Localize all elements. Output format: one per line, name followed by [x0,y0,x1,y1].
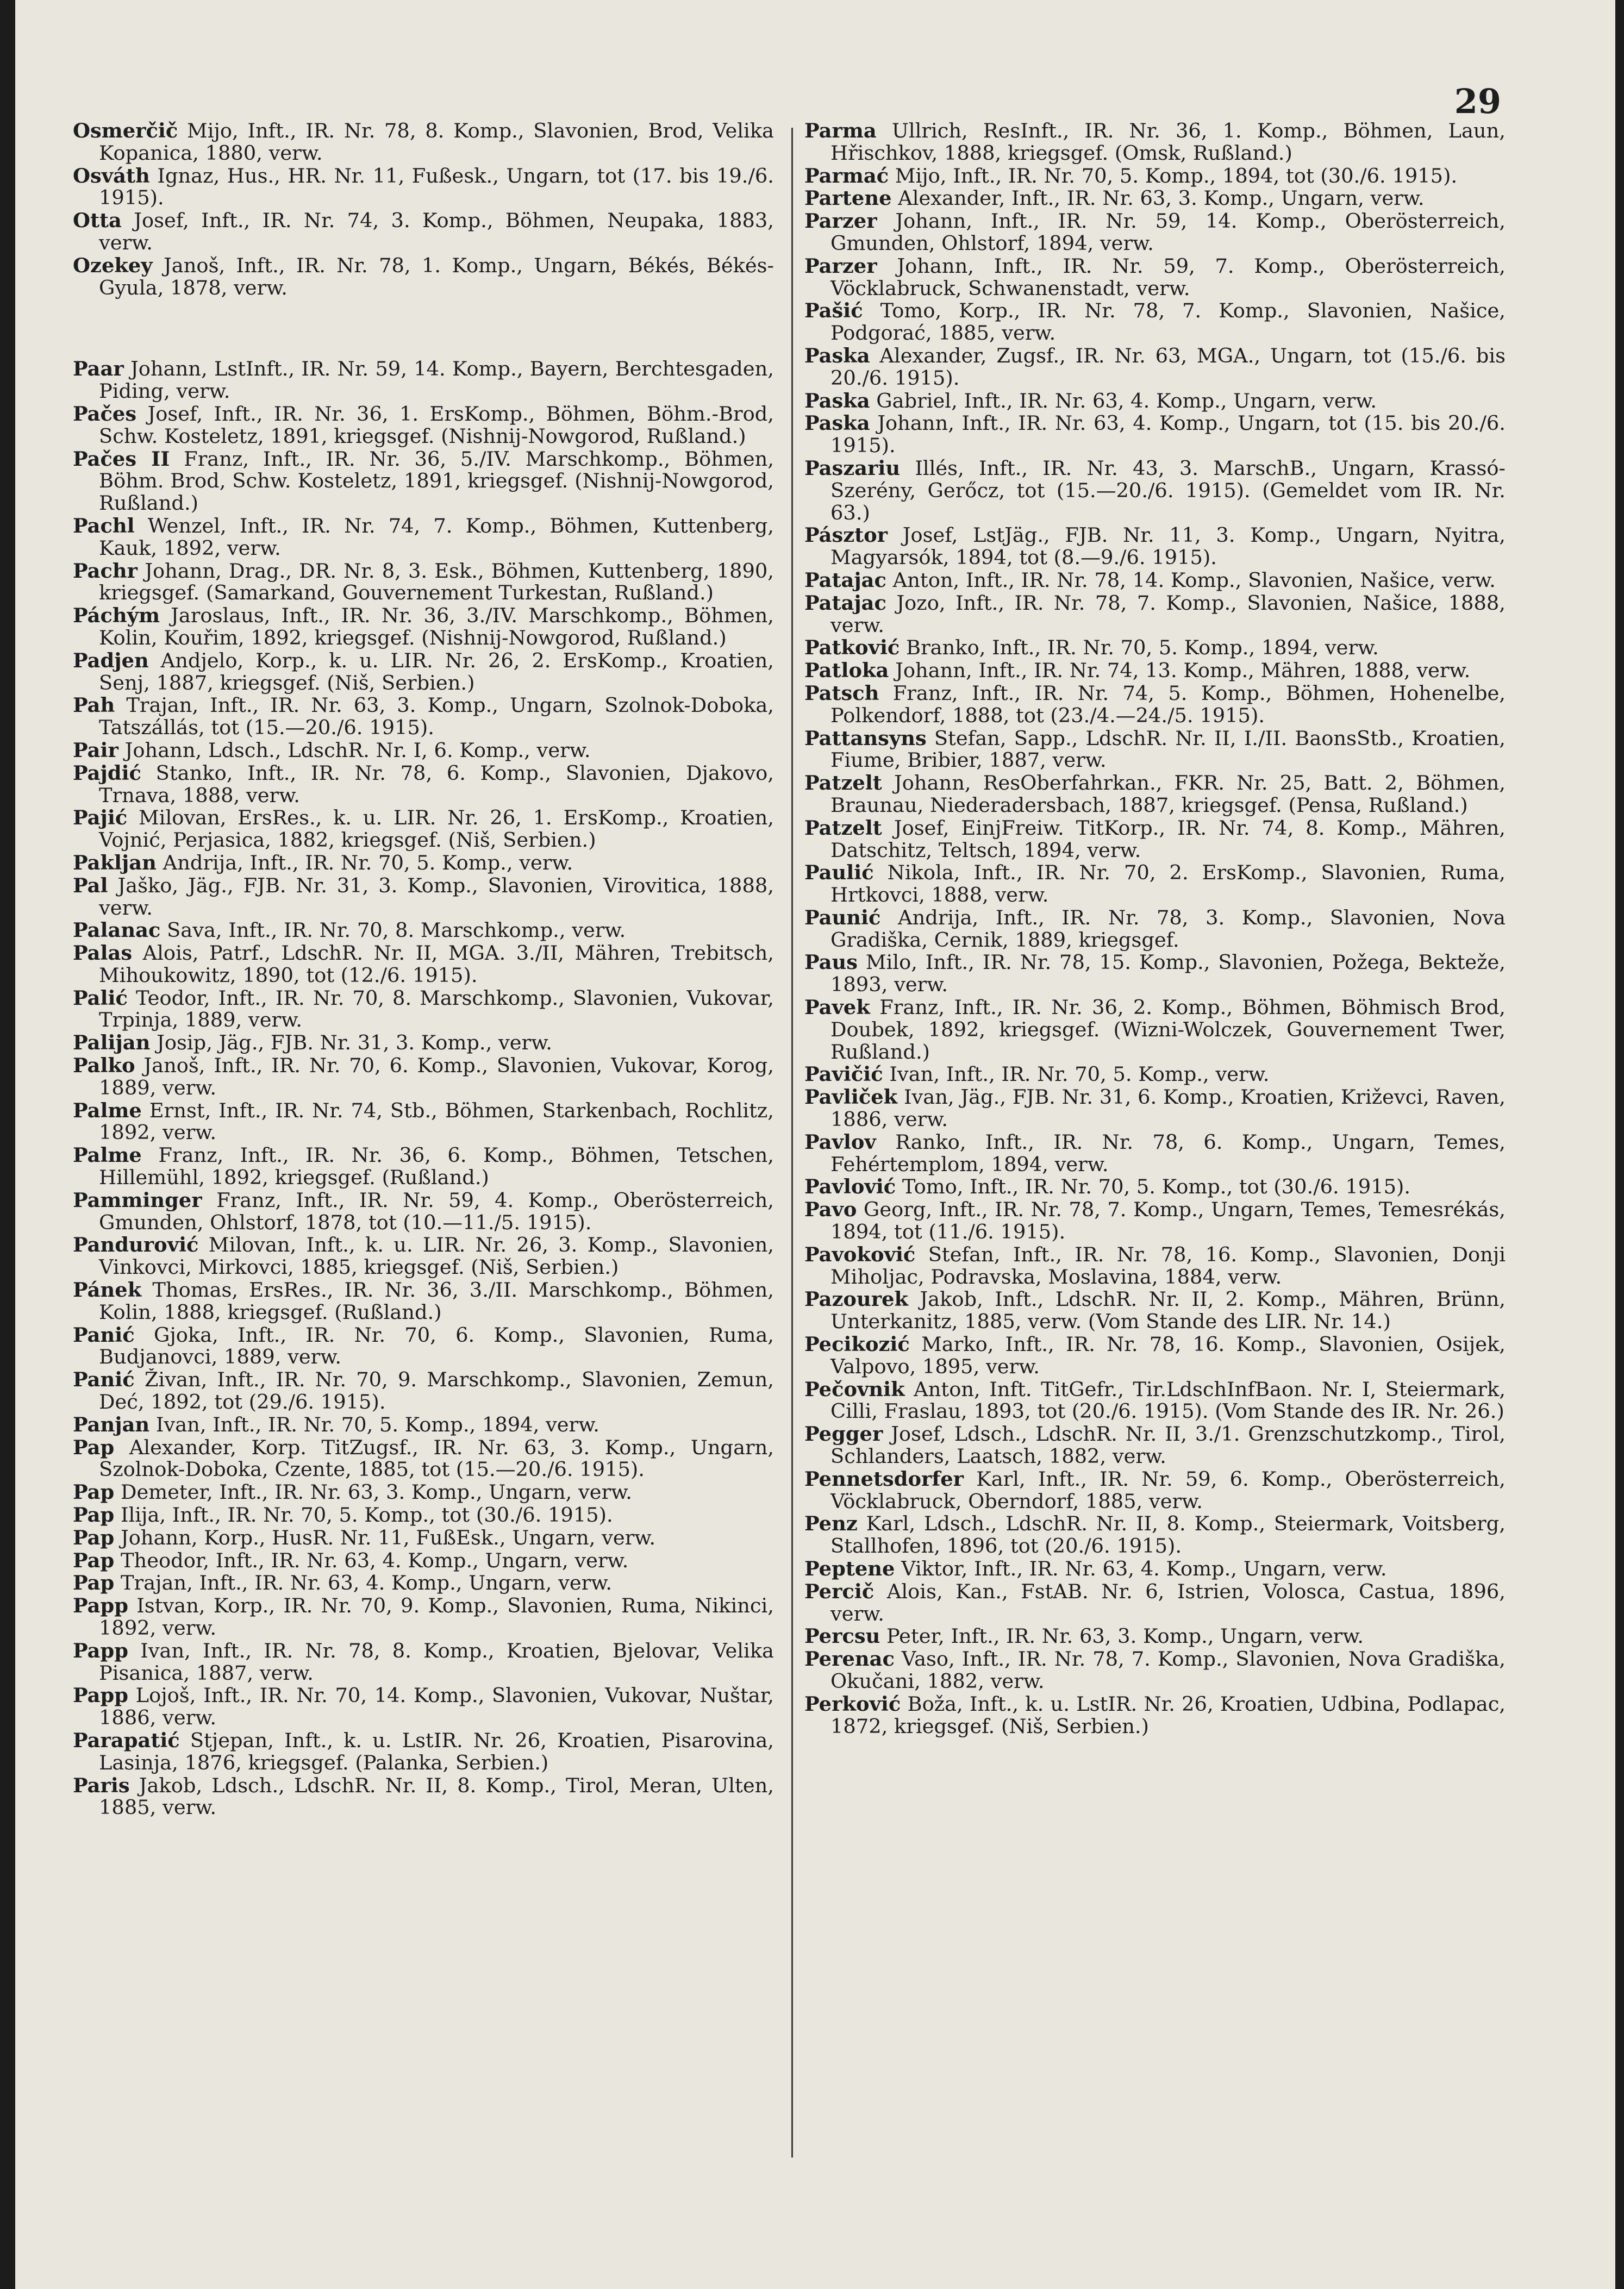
list-entry [804,951,1506,996]
entry-text: Vaso, Inft., IR. Nr. 78, 7. Komp., Slavonien, Nova Gradiška, Okučani, 1882, verw. [830,1648,1506,1693]
list-entry [804,390,1506,412]
entry-text: Ernst, Inft., IR. Nr. 74, Stb., Böhmen, Starkenbach, Rochlitz, 1892, verw. [99,1099,774,1144]
list-entry [73,942,774,987]
list-entry [73,1279,774,1324]
entry-text: Milovan, Inft., k. u. LIR. Nr. 26, 3. Komp., Slavonien, Vinkovci, Mirkovci, 1885, kriegsgef. (Niš, Serbien.) [99,1234,774,1279]
entry-name: Paus [804,951,858,974]
entry-name: Parapatić [73,1729,180,1752]
list-entry [804,569,1506,592]
list-entry [73,209,774,254]
entry-name: Patzelt [804,816,882,840]
entry-name: Pakljan [73,851,157,874]
entry-text: Mijo, Inft., IR. Nr. 70, 5. Komp., 1894, tot (30./6. 1915). [889,164,1458,187]
entry-name: Pačes [73,402,137,426]
entry-text: Tomo, Inft., IR. Nr. 70, 5. Komp., tot (30./6. 1915). [896,1175,1411,1199]
entry-text: Branko, Inft., IR. Nr. 70, 5. Komp., 1894, verw. [900,636,1379,660]
entry-name: Pah [73,694,115,717]
list-entry [804,1423,1506,1468]
entry-name: Pap [73,1481,115,1504]
list-entry [804,1378,1506,1423]
list-entry [804,659,1506,682]
entry-name: Paska [804,389,870,412]
entry-name: Palko [73,1054,135,1078]
entry-name: Ozekey [73,254,153,277]
entry-name: Panić [73,1323,135,1347]
entry-name: Patajac [804,568,886,592]
entry-name: Panjan [73,1413,150,1436]
entry-name: Pavliček [804,1086,898,1109]
list-entry [804,412,1506,457]
entry-text: Boža, Inft., k. u. LstIR. Nr. 26, Kroatien, Udbina, Podlapac, 1872, kriegsgef. (Niš, Serbien.) [830,1692,1506,1738]
entry-text: Franz, Inft., IR. Nr. 59, 4. Komp., Oberösterreich, Gmunden, Ohlstorf, 1878, tot (10.—11./5. 1915). [99,1189,774,1234]
list-entry [804,682,1506,727]
entry-name: Osmerčič [73,120,178,142]
entry-text: Ivan, Jäg., FJB. Nr. 31, 6. Komp., Kroatien, Križevci, Raven, 1886, verw. [830,1086,1506,1131]
list-entry [73,919,774,942]
entry-text: Stanko, Inft., IR. Nr. 78, 6. Komp., Slavonien, Djakovo, Trnava, 1888, verw. [99,761,774,807]
list-entry [804,861,1506,906]
entry-name: Parma [804,120,877,142]
list-entry [804,165,1506,187]
entry-name: Pamminger [73,1189,202,1212]
entry-text: Franz, Inft., IR. Nr. 36, 6. Komp., Böhmen, Tetschen, Hillemühl, 1892, kriegsgef. (Rußland.) [99,1144,774,1189]
entry-text: Sava, Inft., IR. Nr. 70, 8. Marschkomp., verw. [160,919,626,942]
list-entry [804,1333,1506,1378]
entry-text: Johann, Inft., IR. Nr. 74, 13. Komp., Mähren, 1888, verw. [889,659,1471,682]
entry-text: Josef, Inft., IR. Nr. 74, 3. Komp., Böhmen, Neupaka, 1883, verw. [99,209,774,254]
entry-name: Pazourek [804,1288,909,1311]
entry-name: Paunić [804,906,881,929]
list-entry [73,1234,774,1279]
entry-text: Illés, Inft., IR. Nr. 43, 3. MarschB., Ungarn, Krassó-Szerény, Gerőcz, tot (15.—20./6. 1915). (Gemeldet vom IR. Nr. 63.) [830,456,1506,524]
list-entry [73,1594,774,1640]
list-entry [804,345,1506,390]
entry-text: Janoš, Inft., IR. Nr. 78, 1. Komp., Ungarn, Békés, Békés-Gyula, 1878, verw. [99,254,774,299]
entry-text: Josip, Jäg., FJB. Nr. 31, 3. Komp., verw. [150,1031,552,1055]
list-entry [73,1684,774,1729]
entry-text: Theodor, Inft., IR. Nr. 63, 4. Komp., Ungarn, verw. [114,1549,629,1572]
list-entry [73,1054,774,1099]
entry-name: Otta [73,209,122,233]
entry-name: Patajac [804,591,886,615]
entry-text: Teodor, Inft., IR. Nr. 70, 8. Marschkomp., Slavonien, Vukovar, Trpinja, 1889, verw. [99,986,774,1032]
entry-text: Milo, Inft., IR. Nr. 78, 15. Komp., Slavonien, Požega, Bekteže, 1893, verw. [830,951,1506,997]
entry-text: Gabriel, Inft., IR. Nr. 63, 4. Komp., Ungarn, verw. [870,389,1377,412]
list-entry [804,1175,1506,1198]
entry-name: Pal [73,874,108,897]
list-entry [73,987,774,1032]
list-entry [804,1243,1506,1289]
entry-text: Thomas, ErsRes., IR. Nr. 36, 3./II. Marschkomp., Böhmen, Kolin, 1888, kriegsgef. (Rußland.) [99,1279,774,1324]
list-entry [804,1625,1506,1648]
entry-name: Parmać [804,164,889,187]
entry-text: Karl, Ldsch., LdschR. Nr. II, 8. Komp., Steiermark, Voitsberg, Stallhofen, 1896, tot (20./6. 1915). [830,1512,1506,1558]
entry-text: Trajan, Inft., IR. Nr. 63, 4. Komp., Ungarn, verw. [114,1572,613,1595]
entry-name: Palić [73,986,128,1010]
entry-name: Pánek [73,1279,142,1302]
entry-text: Nikola, Inft., IR. Nr. 70, 2. ErsKomp., Slavonien, Ruma, Hrtkovci, 1888, verw. [830,861,1506,906]
entry-name: Pap [73,1526,115,1549]
list-entry [804,1288,1506,1333]
entry-name: Pavek [804,996,870,1020]
entry-text: Josef, EinjFreiw. TitKorp., IR. Nr. 74, 8. Komp., Mähren, Datschitz, Teltsch, 1894, verw. [830,816,1506,862]
page-number: 29 [1454,82,1501,121]
left-column [73,120,774,1819]
list-entry [804,636,1506,659]
entry-text: Johann, Inft., IR. Nr. 59, 14. Komp., Oberösterreich, Gmunden, Ohlstorf, 1894, verw. [830,210,1506,255]
entry-text: Ivan, Inft., IR. Nr. 70, 5. Komp., 1894, verw. [149,1413,599,1436]
list-entry [804,1693,1506,1738]
list-entry [804,906,1506,952]
entry-text: Lojoš, Inft., IR. Nr. 70, 14. Komp., Slavonien, Vukovar, Nuštar, 1886, verw. [99,1684,774,1729]
entry-text: Jaško, Jäg., FJB. Nr. 31, 3. Komp., Slavonien, Virovitica, 1888, verw. [99,874,774,920]
list-entry [804,727,1506,772]
entry-name: Panić [73,1368,135,1392]
list-entry [73,1368,774,1414]
entry-text: Johann, Ldsch., LdschR. Nr. I, 6. Komp., verw. [118,739,591,762]
list-entry [73,165,774,210]
entry-text: Josef, LstJäg., FJB. Nr. 11, 3. Komp., Ungarn, Nyitra, Magyarsók, 1894, tot (8.—9./6. 1915). [830,524,1506,569]
entry-text: Johann, Drag., DR. Nr. 8, 3. Esk., Böhmen, Kuttenberg, 1890, kriegsgef. (Samarkand, Gouvernement Turkestan, Rußland.) [99,559,774,605]
entry-name: Pap [73,1504,115,1527]
entry-text: Jozo, Inft., IR. Nr. 78, 7. Komp., Slavonien, Našice, 1888, verw. [830,591,1506,637]
entry-name: Pegger [804,1423,883,1446]
entry-name: Perenac [804,1648,895,1671]
entry-text: Andrija, Inft., IR. Nr. 78, 3. Komp., Slavonien, Nova Gradiška, Cernik, 1889, kriegsgef. [830,906,1506,952]
document-page [15,0,1615,2289]
list-entry [73,694,774,739]
entry-name: Parzer [804,254,877,278]
entry-name: Paszariu [804,456,901,480]
entry-text: Istvan, Korp., IR. Nr. 70, 9. Komp., Slavonien, Ruma, Nikinci, 1892, verw. [99,1594,774,1640]
entry-text: Georg, Inft., IR. Nr. 78, 7. Komp., Ungarn, Temes, Temesrékás, 1894, tot (11./6. 1915). [830,1198,1506,1243]
list-entry [73,254,774,299]
list-entry [804,772,1506,817]
entry-name: Palme [73,1099,142,1122]
entry-text: Gjoka, Inft., IR. Nr. 70, 6. Komp., Slavonien, Ruma, Budjanovci, 1889, verw. [99,1323,774,1369]
column-divider [791,128,793,2157]
entry-name: Paar [73,358,124,381]
entry-name: Pecikozić [804,1333,910,1356]
entry-text: Marko, Inft., IR. Nr. 78, 16. Komp., Slavonien, Osijek, Valpovo, 1895, verw. [830,1333,1506,1378]
entry-name: Pandurović [73,1234,199,1257]
entry-text: Franz, Inft., IR. Nr. 36, 2. Komp., Böhmen, Böhmisch Brod, Doubek, 1892, kriegsgef. (Wizni-Wolczek, Gouvernement Twer, Rußland.) [830,996,1506,1064]
entry-text: Mijo, Inft., IR. Nr. 78, 8. Komp., Slavonien, Brod, Velika Kopanica, 1880, verw. [99,120,774,165]
entry-text: Johann, ResOberfahrkan., FKR. Nr. 25, Batt. 2, Böhmen, Braunau, Niederadersbach, 1887, kriegsgef. (Pensa, Rußland.) [830,772,1506,817]
entry-name: Patković [804,636,900,660]
entry-name: Pavoković [804,1243,916,1266]
entry-name: Pachr [73,559,138,583]
list-entry [73,1527,774,1549]
entry-text: Tomo, Korp., IR. Nr. 78, 7. Komp., Slavonien, Našice, Podgorać, 1885, verw. [830,299,1506,345]
entry-text: Alexander, Zugsf., IR. Nr. 63, MGA., Ungarn, tot (15./6. bis 20./6. 1915). [830,344,1506,390]
entry-name: Pavo [804,1198,857,1222]
list-entry [73,1504,774,1527]
list-entry [73,403,774,448]
list-entry [73,1144,774,1189]
entry-text: Alois, Patrf., LdschR. Nr. II, MGA. 3./II, Mähren, Trebitsch, Mihoukowitz, 1890, tot (12./6. 1915). [99,942,774,987]
list-entry [804,524,1506,569]
list-entry [73,1481,774,1504]
entry-text: Demeter, Inft., IR. Nr. 63, 3. Komp., Ungarn, verw. [114,1481,632,1504]
entry-name: Palanac [73,919,161,942]
entry-name: Pačes II [73,447,170,471]
entry-name: Papp [73,1639,128,1662]
entry-text: Milovan, ErsRes., k. u. LIR. Nr. 26, 1. ErsKomp., Kroatien, Vojnić, Perjasica, 1882, kriegsgef. (Niš, Serbien.) [99,806,774,852]
list-entry [804,120,1506,165]
list-entry [73,1189,774,1234]
list-entry [804,1131,1506,1176]
entry-name: Pattansyns [804,727,927,750]
entry-text: Josef, Inft., IR. Nr. 36, 1. ErsKomp., Böhmen, Böhm.-Brod, Schw. Kosteletz, 1891, kriegsgef. (Nishnij-Nowgorod, Rußland.) [99,402,774,448]
list-entry [73,762,774,807]
list-entry [73,1729,774,1774]
entry-name: Patsch [804,681,879,705]
entry-text: Peter, Inft., IR. Nr. 63, 3. Komp., Ungarn, verw. [880,1625,1364,1648]
list-entry [73,515,774,560]
list-entry [804,1086,1506,1131]
entry-name: Pair [73,739,118,762]
entry-text: Živan, Inft., IR. Nr. 70, 9. Marschkomp., Slavonien, Zemun, Deć, 1892, tot (29./6. 1915). [99,1368,774,1414]
list-entry [73,1774,774,1819]
entry-text: Ranko, Inft., IR. Nr. 78, 6. Komp., Ungarn, Temes, Fehértemplom, 1894, verw. [830,1130,1506,1176]
entry-name: Pavlović [804,1175,896,1199]
list-entry [73,852,774,874]
list-entry [804,187,1506,210]
entry-name: Papp [73,1594,128,1618]
entry-text: Ullrich, ResInft., IR. Nr. 36, 1. Komp., Böhmen, Laun, Hřischkov, 1888, kriegsgef. (Omsk, Rußland.) [830,120,1506,165]
entry-name: Penz [804,1512,858,1536]
entry-text: Karl, Inft., IR. Nr. 59, 6. Komp., Oberösterreich, Vöcklabruck, Oberndorf, 1885, verw. [830,1467,1506,1513]
entry-text: Johann, Korp., HusR. Nr. 11, FußEsk., Ungarn, verw. [114,1526,656,1549]
entry-text: Stefan, Inft., IR. Nr. 78, 16. Komp., Slavonien, Donji Miholjac, Podravska, Moslavina, 1884, verw. [830,1243,1506,1289]
list-entry [804,1512,1506,1558]
entry-text: Alexander, Inft., IR. Nr. 63, 3. Komp., Ungarn, verw. [891,187,1425,210]
list-entry [73,874,774,920]
list-entry [73,1436,774,1481]
entry-name: Paulić [804,861,874,885]
list-entry [73,448,774,515]
entry-name: Pavlov [804,1130,876,1154]
entry-text: Wenzel, Inft., IR. Nr. 74, 7. Komp., Böhmen, Kuttenberg, Kauk, 1892, verw. [99,514,774,560]
list-entry [73,604,774,649]
list-entry [804,1580,1506,1625]
list-entry [804,592,1506,637]
list-entry [73,649,774,695]
entry-text: Stefan, Sapp., LdschR. Nr. II, I./II. BaonsStb., Kroatien, Fiume, Bribier, 1887, verw. [830,727,1506,772]
list-entry [804,996,1506,1063]
entry-text: Anton, Inft., IR. Nr. 78, 14. Komp., Slavonien, Našice, verw. [886,568,1496,592]
entry-name: Pap [73,1549,115,1572]
entry-text: Alois, Kan., FstAB. Nr. 6, Istrien, Volosca, Castua, 1896, verw. [830,1580,1506,1625]
list-entry [73,1324,774,1369]
list-entry [73,560,774,605]
entry-text: Franz, Inft., IR. Nr. 74, 5. Komp., Böhmen, Hohenelbe, Polkendorf, 1888, tot (23./4.—24./5. 1915). [830,681,1506,727]
entry-name: Partene [804,187,892,210]
entry-text: Viktor, Inft., IR. Nr. 63, 4. Komp., Ungarn, verw. [895,1558,1387,1580]
entry-name: Palijan [73,1031,151,1055]
list-entry [804,1468,1506,1513]
entry-name: Pásztor [804,524,888,547]
entry-name: Palme [73,1144,142,1167]
entry-text: Andrija, Inft., IR. Nr. 70, 5. Komp., verw. [156,851,573,874]
entry-name: Pachl [73,514,135,537]
right-column [804,120,1506,1737]
entry-name: Papp [73,1684,128,1708]
entry-name: Pašić [804,299,863,323]
entry-name: Pennetsdorfer [804,1467,964,1491]
entry-text: Jakob, Ldsch., LdschR. Nr. II, 8. Komp., Tirol, Meran, Ulten, 1885, verw. [99,1774,774,1819]
entry-text: Trajan, Inft., IR. Nr. 63, 3. Komp., Ungarn, Szolnok-Doboka, Tatszállás, tot (15.—20./6. 1915). [99,694,774,739]
list-entry [804,255,1506,300]
list-entry [804,1558,1506,1580]
section-gap [73,299,774,358]
entry-name: Pavičić [804,1063,883,1086]
entry-name: Paris [73,1774,130,1797]
entry-text: Ignaz, Hus., HR. Nr. 11, Fußesk., Ungarn, tot (17. bis 19./6. 1915). [99,164,774,210]
list-entry [73,739,774,762]
list-entry [804,1648,1506,1693]
entry-name: Patloka [804,659,889,682]
entry-name: Paska [804,412,870,435]
entry-name: Pap [73,1436,115,1459]
entry-text: Ivan, Inft., IR. Nr. 78, 8. Komp., Kroatien, Bjelovar, Velika Pisanica, 1887, verw. [99,1639,774,1685]
entry-name: Pajdić [73,761,141,785]
list-entry [804,817,1506,862]
entry-text: Johann, LstInft., IR. Nr. 59, 14. Komp., Bayern, Berchtesgaden, Piding, verw. [99,358,774,403]
entry-name: Padjen [73,649,149,672]
entry-name: Osváth [73,164,150,187]
entry-text: Franz, Inft., IR. Nr. 36, 5./IV. Marschkomp., Böhmen, Böhm. Brod, Schw. Kosteletz, 1891, kriegsgef. (Nishnij-Nowgorod, Rußland.) [99,447,774,515]
list-entry [804,1063,1506,1086]
entry-name: Pečovnik [804,1378,905,1401]
list-entry [73,1414,774,1436]
entry-name: Percič [804,1580,875,1603]
entry-name: Percsu [804,1625,880,1648]
entry-name: Páchým [73,604,160,628]
entry-text: Jaroslaus, Inft., IR. Nr. 36, 3./IV. Marschkomp., Böhmen, Kolin, Kouřim, 1892, kriegsgef. (Nishnij-Nowgorod, Rußland.) [99,604,774,649]
list-entry [73,1031,774,1054]
entry-text: Josef, Ldsch., LdschR. Nr. II, 3./1. Grenzschutzkomp., Tirol, Schlanders, Laatsch, 1882, verw. [830,1423,1506,1468]
entry-text: Janoš, Inft., IR. Nr. 70, 6. Komp., Slavonien, Vukovar, Korog, 1889, verw. [99,1054,774,1099]
entry-text: Johann, Inft., IR. Nr. 63, 4. Komp., Ungarn, tot (15. bis 20./6. 1915). [830,412,1506,457]
list-entry [73,120,774,165]
entry-name: Parzer [804,210,877,233]
entry-name: Pajić [73,806,128,830]
entry-text: Ivan, Inft., IR. Nr. 70, 5. Komp., verw. [883,1063,1270,1086]
list-entry [73,358,774,403]
entry-name: Paska [804,344,870,367]
list-entry [804,210,1506,255]
list-entry [804,1198,1506,1243]
entry-text: Ilija, Inft., IR. Nr. 70, 5. Komp., tot (30./6. 1915). [114,1504,613,1527]
entry-text: Stjepan, Inft., k. u. LstIR. Nr. 26, Kroatien, Pisarovina, Lasinja, 1876, kriegsgef. (Palanka, Serbien.) [99,1729,774,1774]
entry-text: Jakob, Inft., LdschR. Nr. II, 2. Komp., Mähren, Brünn, Unterkanitz, 1885, verw. (Vom Stande des LIR. Nr. 14.) [830,1288,1506,1334]
entry-text: Alexander, Korp. TitZugsf., IR. Nr. 63, 3. Komp., Ungarn, Szolnok-Doboka, Czente, 1885, tot (15.—20./6. 1915). [99,1436,774,1481]
entry-text: Johann, Inft., IR. Nr. 59, 7. Komp., Oberösterreich, Vöcklabruck, Schwanenstadt, verw. [830,254,1506,300]
list-entry [73,1099,774,1144]
list-entry [73,806,774,852]
entry-name: Perković [804,1692,901,1716]
entry-text: Anton, Inft. TitGefr., Tir.LdschInfBaon. Nr. I, Steiermark, Cilli, Fraslau, 1893, tot (20./6. 1915). (Vom Stande des IR. Nr. 26.) [830,1378,1506,1423]
list-entry [73,1572,774,1594]
list-entry [73,1549,774,1572]
entry-name: Palas [73,942,133,965]
entry-name: Peptene [804,1558,895,1580]
list-entry [804,299,1506,345]
entry-name: Patzelt [804,772,882,795]
list-entry [73,1640,774,1685]
list-entry [804,457,1506,524]
entry-name: Pap [73,1572,115,1595]
entry-text: Andjelo, Korp., k. u. LIR. Nr. 26, 2. ErsKomp., Kroatien, Senj, 1887, kriegsgef. (Niš, Serbien.) [99,649,774,695]
